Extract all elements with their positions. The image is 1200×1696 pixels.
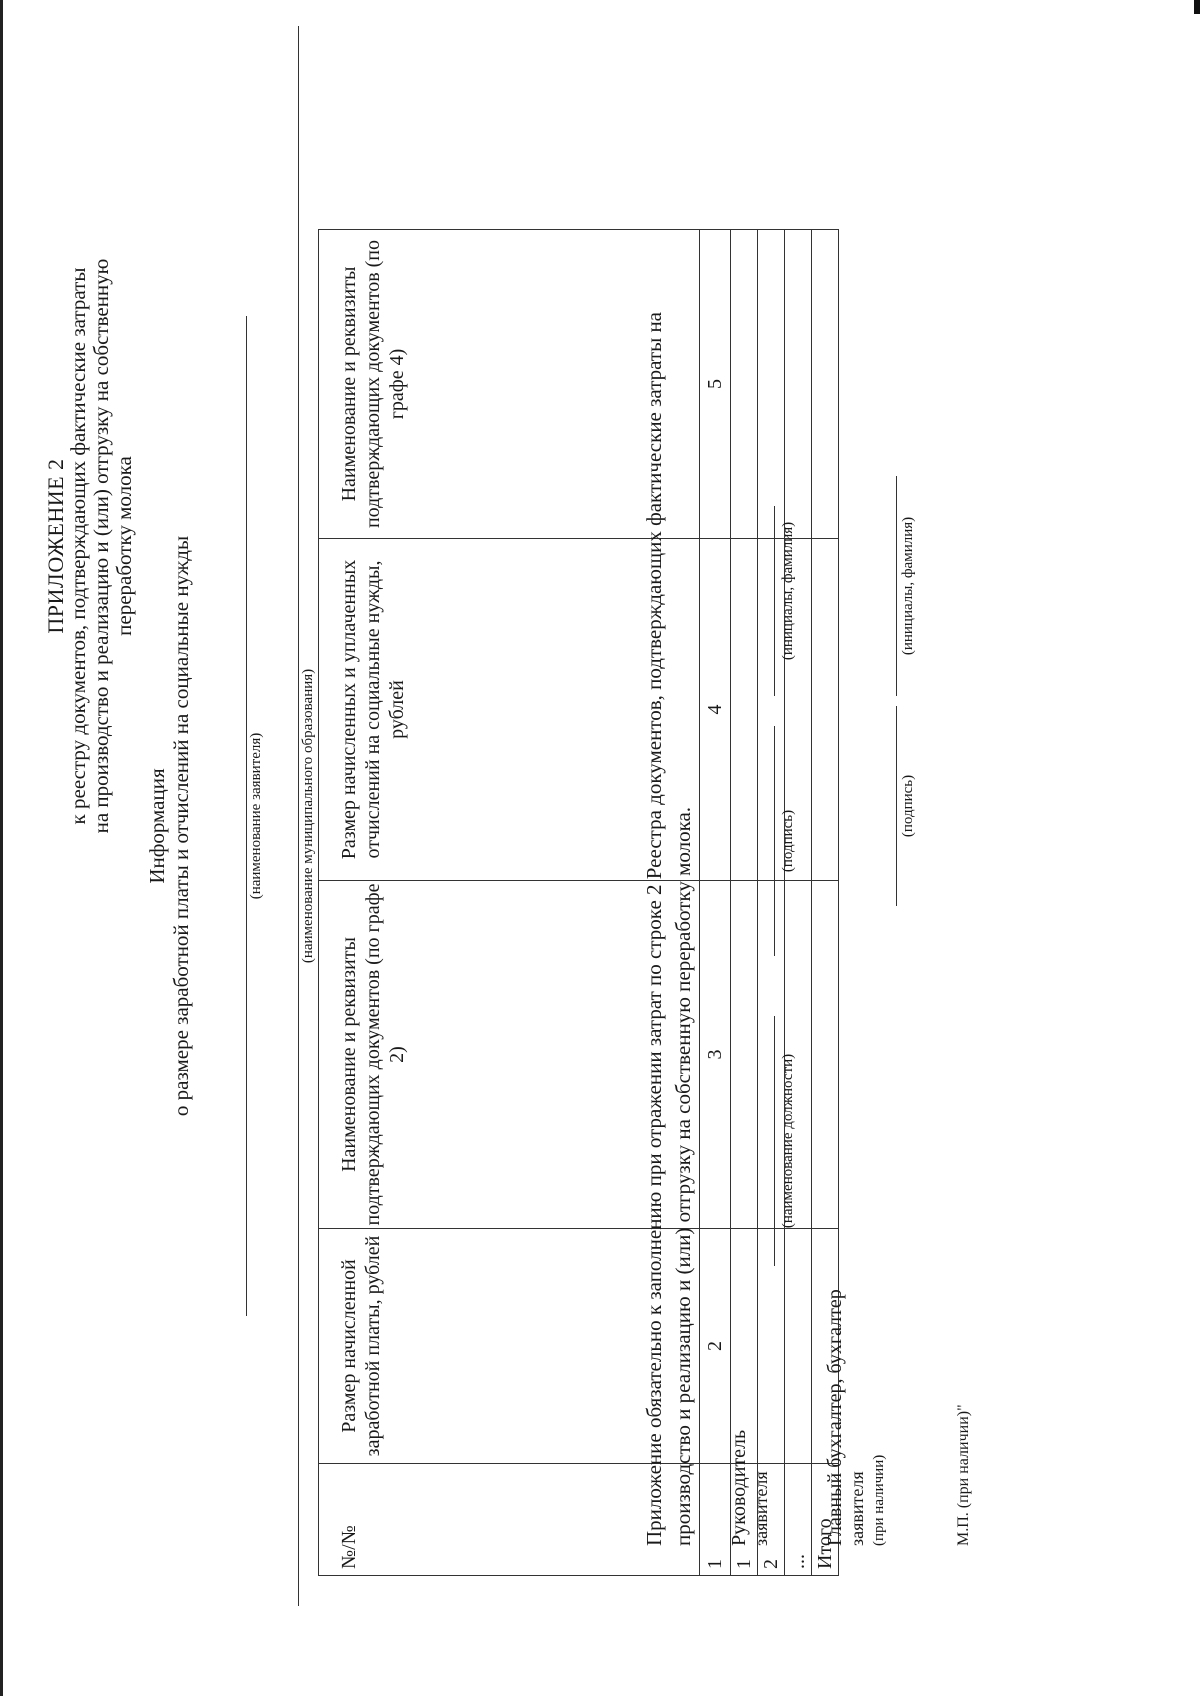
appendix-line: на производство и реализацию и (или) отгрузку на собственную <box>89 258 113 834</box>
head-label-line: заявителя <box>751 1471 771 1546</box>
header-docs-col4: Наименование и реквизиты подтверждающих документов (по графе 4) <box>319 230 700 539</box>
head-label <box>728 1430 772 1546</box>
applicant-line <box>246 316 247 1316</box>
signature-line-2 <box>896 706 897 906</box>
position-caption: (наименование должности) <box>780 1053 796 1229</box>
head-label-line: Руководитель <box>728 1429 750 1546</box>
title-line: Информация <box>145 768 169 884</box>
column-number: 3 <box>700 881 731 1229</box>
header-salary: Размер начисленной заработной платы, рублей <box>319 1229 700 1464</box>
appendix-header <box>44 246 136 846</box>
appendix-line: переработку молока <box>112 456 136 636</box>
municipality-line <box>298 26 299 1606</box>
column-number: 1 <box>700 1464 731 1576</box>
title-line: о размере заработной платы и отчислений на социальные нужды <box>169 535 193 1117</box>
accountant-label-line: Главный бухгалтер, бухгалтер <box>824 1289 846 1546</box>
row-number: 1 <box>731 1464 758 1576</box>
document-title <box>145 416 193 1236</box>
accountant-label <box>824 1289 890 1546</box>
table-cell <box>812 539 839 881</box>
column-number: 4 <box>700 539 731 881</box>
signature-line <box>774 726 775 956</box>
appendix-heading: ПРИЛОЖЕНИЕ 2 <box>43 458 68 634</box>
column-number: 2 <box>700 1229 731 1464</box>
applicant-caption: (наименование заявителя) <box>248 732 264 900</box>
row-number: 2 <box>758 1464 785 1576</box>
header-social-contrib: Размер начисленных и уплаченных отчислений на социальные нужды, рублей <box>319 539 700 881</box>
table-cell <box>731 230 758 539</box>
table-cell <box>731 1229 758 1464</box>
initials-caption-2: (инициалы, фамилия) <box>900 516 916 656</box>
signature-caption: (подпись) <box>780 809 796 873</box>
position-line <box>774 1016 775 1266</box>
column-number: 5 <box>700 230 731 539</box>
initials-line <box>774 506 775 696</box>
table-cell <box>731 539 758 881</box>
municipality-caption: (наименование муниципального образования) <box>300 668 316 964</box>
salary-table <box>318 229 839 1576</box>
header-number: №/№ <box>319 1464 700 1576</box>
accountant-label-line: (при наличии) <box>871 1454 887 1546</box>
initials-line-2 <box>896 476 897 696</box>
stamp-label: М.П. (при наличии)" <box>955 1404 972 1546</box>
column-number-row <box>700 230 731 1576</box>
table-row <box>731 230 758 1576</box>
fill-note: Приложение обязательно к заполнению при отражении затрат по строке 2 Реестра документов, подтверждающих фактические затраты на производство и реализацию и (или) отгрузку на собственную переработку молока. <box>642 311 695 1546</box>
total-label: Итого <box>812 1464 839 1576</box>
initials-caption: (инициалы, фамилия) <box>780 521 796 661</box>
accountant-label-line: заявителя <box>847 1471 867 1546</box>
table-cell <box>812 230 839 539</box>
header-docs-col2: Наименование и реквизиты подтверждающих документов (по графе 2) <box>319 881 700 1229</box>
signature-caption-2: (подпись) <box>900 774 916 838</box>
row-number: ... <box>785 1464 812 1576</box>
table-cell <box>812 881 839 1229</box>
appendix-line: к реестру документов, подтверждающих фактические затраты <box>66 267 90 825</box>
table-cell <box>731 881 758 1229</box>
